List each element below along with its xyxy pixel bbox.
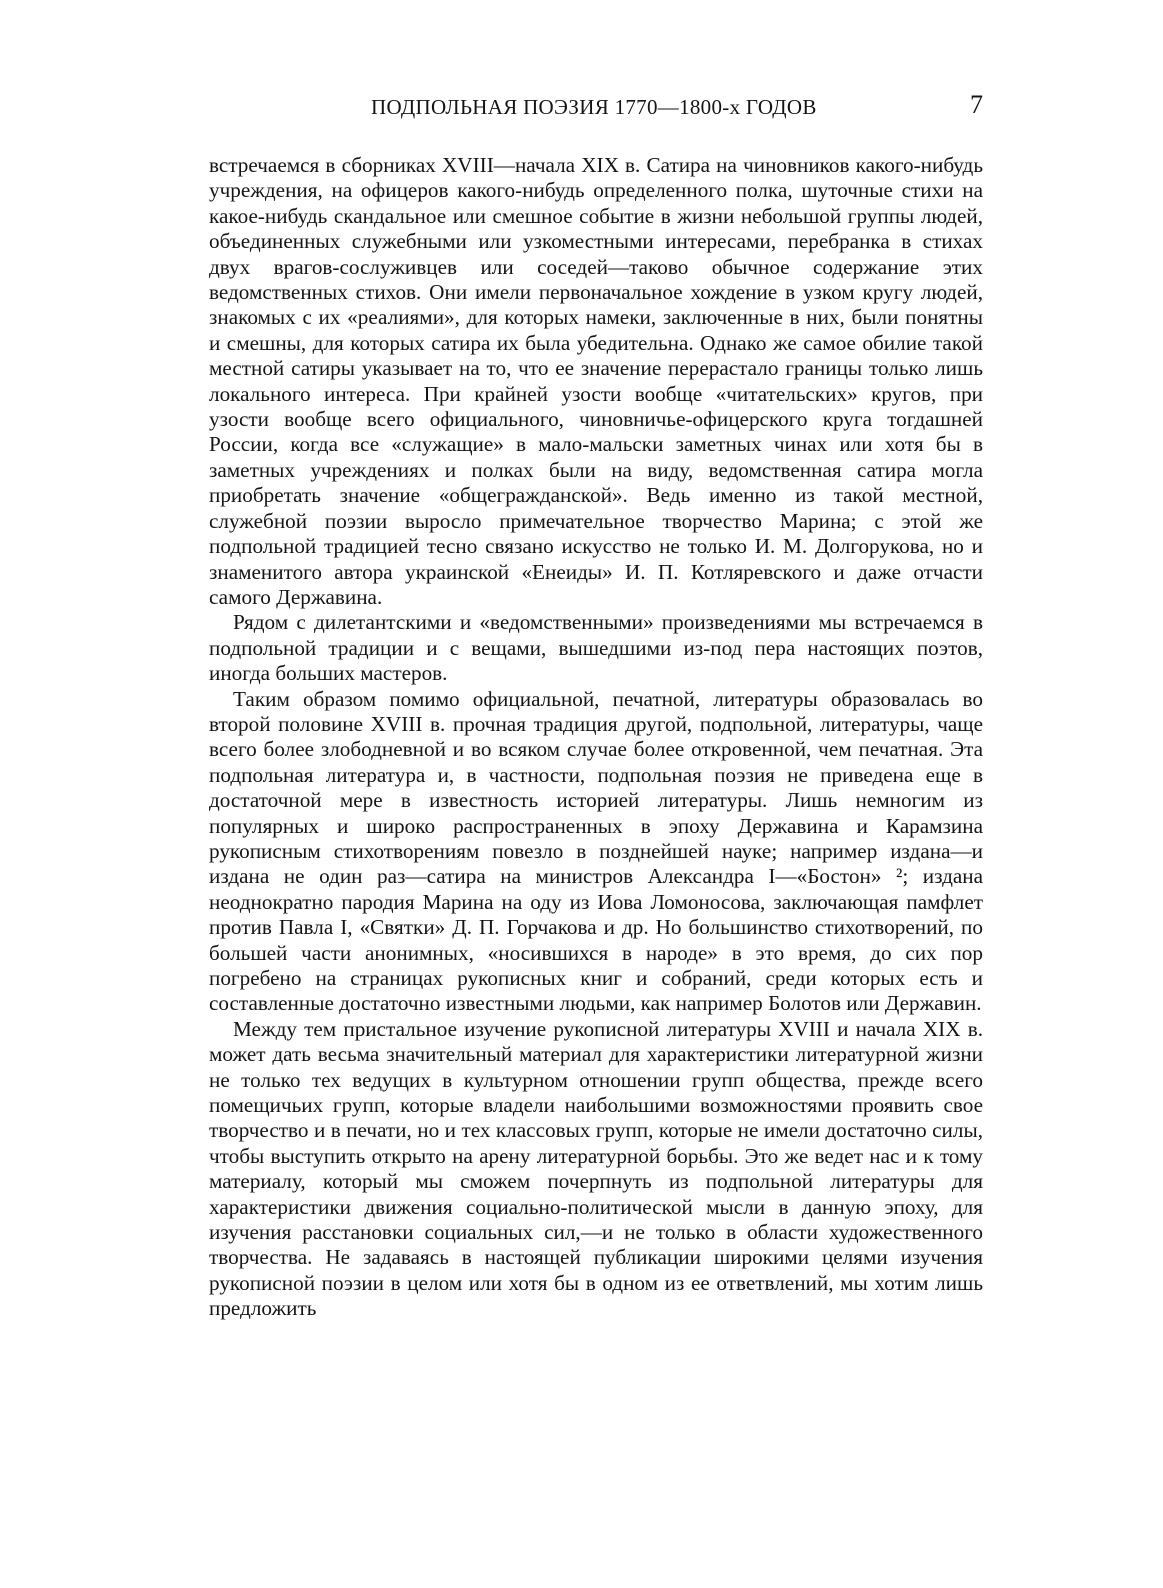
paragraph-continued: встречаемся в сборниках XVIII—начала XIX в. Сатира на чиновников какого-нибудь учреждения, на офицеров какого-нибудь определенного полка, шуточные стихи на какое-нибудь скандальное или смешное событие в жизни небольшой группы людей, объединенных служебными или узкоместными интересами, перебранка в стихах двух врагов-сослуживцев или соседей—таково обычное содержание этих ведомственных стихов. Они имели первоначальное хождение в узком кругу людей, знакомых с их «реалиями», для которых намеки, заключенные в них, были понятны и смешны, для которых сатира их была убедительна. Однако же самое обилие такой местной сатиры указывает на то, что ее значение перерастало границы только лишь локального интереса. При крайней узости вообще «читательских» кругов, при узости вообще всего официального, чиновничье-офицерского круга тогдашней России, когда все «служащие» в мало-мальски заметных чинах или хотя бы в заметных учреждениях и полках были на виду, ведомственная сатира могла приобретать значение «общегражданской». Ведь именно из такой местной, служебной поэзии выросло примечательное творчество Марина; с этой же подпольной традицией тесно связано искусство не только И. М. Долгорукова, но и знаменитого автора украинской «Енеиды» И. П. Котляревского и даже отчасти самого Державина. [209,153,983,609]
body-text [209,153,983,1513]
paragraph: Между тем пристальное изучение рукописной литературы XVIII и начала XIX в. может дать весьма значительный материал для характеристики литературной жизни не только тех ведущих в культурном отношении групп общества, прежде всего помещичьих групп, которые владели наибольшими возможностями проявить свое творчество и в печати, но и тех классовых групп, которые не имели достаточно силы, чтобы выступить открыто на арену литературной борьбы. Это же ведет нас и к тому материалу, который мы сможем почерпнуть из подпольной литературы для характеристики движения социально-политической мысли в данную эпоху, для изучения расстановки социальных сил,—и не только в области художественного творчества. Не задаваясь в настоящей публикации широкими целями изучения рукописной поэзии в целом или хотя бы в одном из ее ответвлений, мы хотим лишь предложить [209,1016,983,1321]
page-number: 7 [970,90,983,119]
running-head [209,90,983,127]
paragraph: Таким образом помимо официальной, печатной, литературы образовалась во второй половине XVIII в. прочная традиция другой, подпольной, литературы, чаще всего более злободневной и во всяком случае более откровенной, чем печатная. Эта подпольная литература и, в частности, подпольная поэзия не приведена еще в достаточной мере в известность историей литературы. Лишь немногим из популярных и широко распространенных в эпоху Державина и Карамзина рукописным стихотворениям повезло в позднейшей науке; например издана—и издана не один раз—сатира на министров Александра I—«Бостон» ²; издана неоднократно пародия Марина на оду из Иова Ломоносова, заключающая памфлет против Павла I, «Святки» Д. П. Горчакова и др. Но большинство стихотворений, по большей части анонимных, «носившихся в народе» в это время, до сих пор погребено на страницах рукописных книг и собраний, среди которых есть и составленные достаточно известными людьми, как например Болотов или Державин. [209,686,983,1016]
running-title: ПОДПОЛЬНАЯ ПОЭЗИЯ 1770—1800-х ГОДОВ [371,95,817,119]
paragraph: Рядом с дилетантскими и «ведомственными» произведениями мы встречаемся в подпольной традиции и с вещами, вышедшими из-под пера настоящих поэтов, иногда больших мастеров. [209,610,983,686]
